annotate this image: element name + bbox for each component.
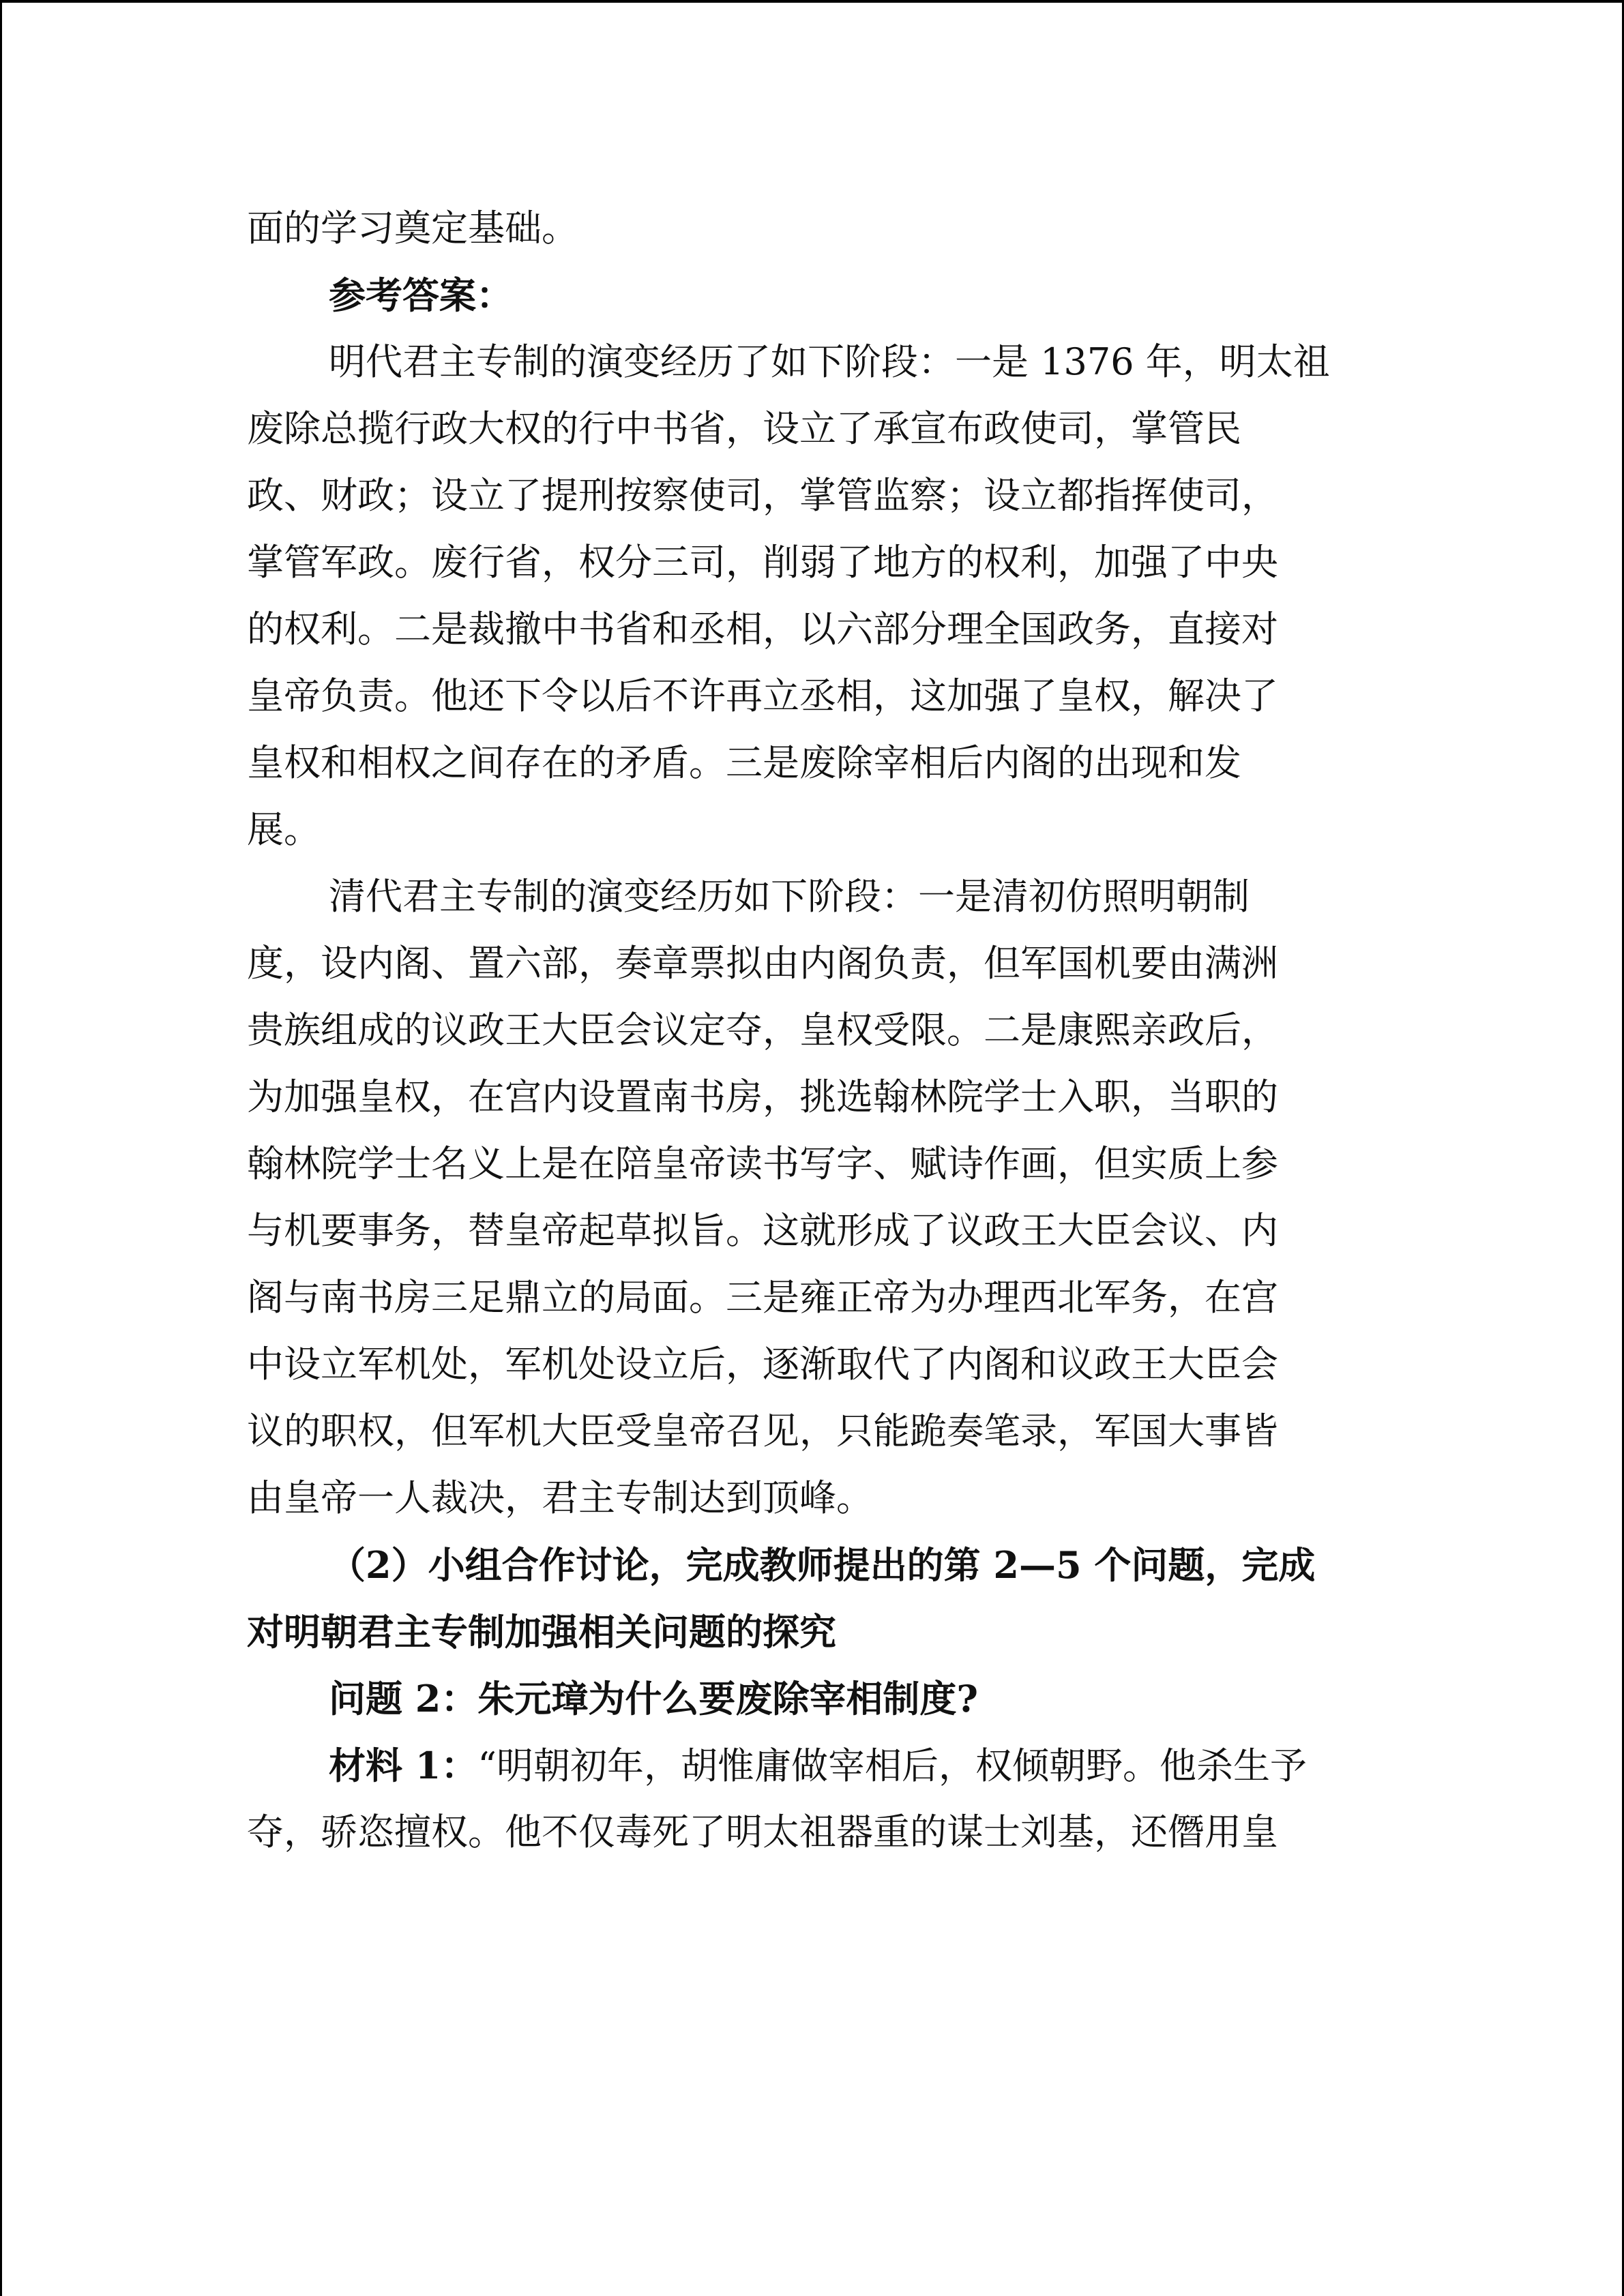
paragraph-line: 中设立军机处，军机处设立后，逐渐取代了内阁和议政王大臣会 — [247, 1343, 1278, 1386]
paragraph-line: 为加强皇权，在宫内设置南书房，挑选翰林院学士入职，当职的 — [247, 1075, 1278, 1118]
paragraph-line: 由皇帝一人裁决，君主专制达到顶峰。 — [247, 1476, 873, 1519]
paragraph-line: 明代君主专制的演变经历了如下阶段：一是 1376 年，明太祖 — [329, 340, 1330, 383]
paragraph-line: 与机要事务，替皇帝起草拟旨。这就形成了议政王大臣会议、内 — [247, 1209, 1278, 1252]
paragraph-line: 清代君主专制的演变经历如下阶段：一是清初仿照明朝制 — [329, 875, 1250, 918]
paragraph-line: 掌管军政。废行省，权分三司，削弱了地方的权利，加强了中央 — [247, 541, 1278, 584]
paragraph-line: 翰林院学士名义上是在陪皇帝读书写字、赋诗作画，但实质上参 — [247, 1142, 1278, 1185]
task-heading: （2）小组合作讨论，完成教师提出的第 2—5 个问题，完成 — [329, 1543, 1316, 1587]
material-line — [329, 1742, 1307, 1789]
paragraph-line: 面的学习奠定基础。 — [247, 207, 578, 250]
paragraph-line: 夺，骄恣擅权。他不仅毒死了明太祖器重的谋士刘基，还僭用皇 — [247, 1810, 1278, 1853]
material-text: “明朝初年，胡惟庸做宰相后，权倾朝野。他杀生予 — [477, 1744, 1307, 1787]
paragraph-line: 废除总揽行政大权的行中书省，设立了承宣布政使司，掌管民 — [247, 407, 1241, 450]
paragraph-line: 议的职权，但军机大臣受皇帝召见，只能跪奏笔录，军国大事皆 — [247, 1410, 1278, 1452]
paragraph-line: 贵族组成的议政王大臣会议定夺，皇权受限。二是康熙亲政后， — [247, 1009, 1278, 1052]
paragraph-line: 的权利。二是裁撤中书省和丞相，以六部分理全国政务，直接对 — [247, 608, 1278, 651]
task-heading-continued: 对明朝君主专制加强相关问题的探究 — [247, 1610, 836, 1654]
material-label: 材料 1： — [329, 1744, 478, 1787]
paragraph-line: 政、财政；设立了提刑按察使司，掌管监察；设立都指挥使司， — [247, 474, 1278, 517]
paragraph-line: 阁与南书房三足鼎立的局面。三是雍正帝为办理西北军务，在宫 — [247, 1276, 1278, 1319]
paragraph-line: 皇权和相权之间存在的矛盾。三是废除宰相后内阁的出现和发 — [247, 741, 1241, 784]
paragraph-line: 皇帝负责。他还下令以后不许再立丞相，这加强了皇权，解决了 — [247, 674, 1278, 717]
paragraph-line: 展。 — [247, 808, 321, 851]
question-heading: 问题 2：朱元璋为什么要废除宰相制度? — [329, 1677, 979, 1720]
paragraph-line: 度，设内阁、置六部，奏章票拟由内阁负责，但军国机要由满洲 — [247, 942, 1278, 985]
section-heading-reference-answer: 参考答案： — [329, 273, 513, 317]
